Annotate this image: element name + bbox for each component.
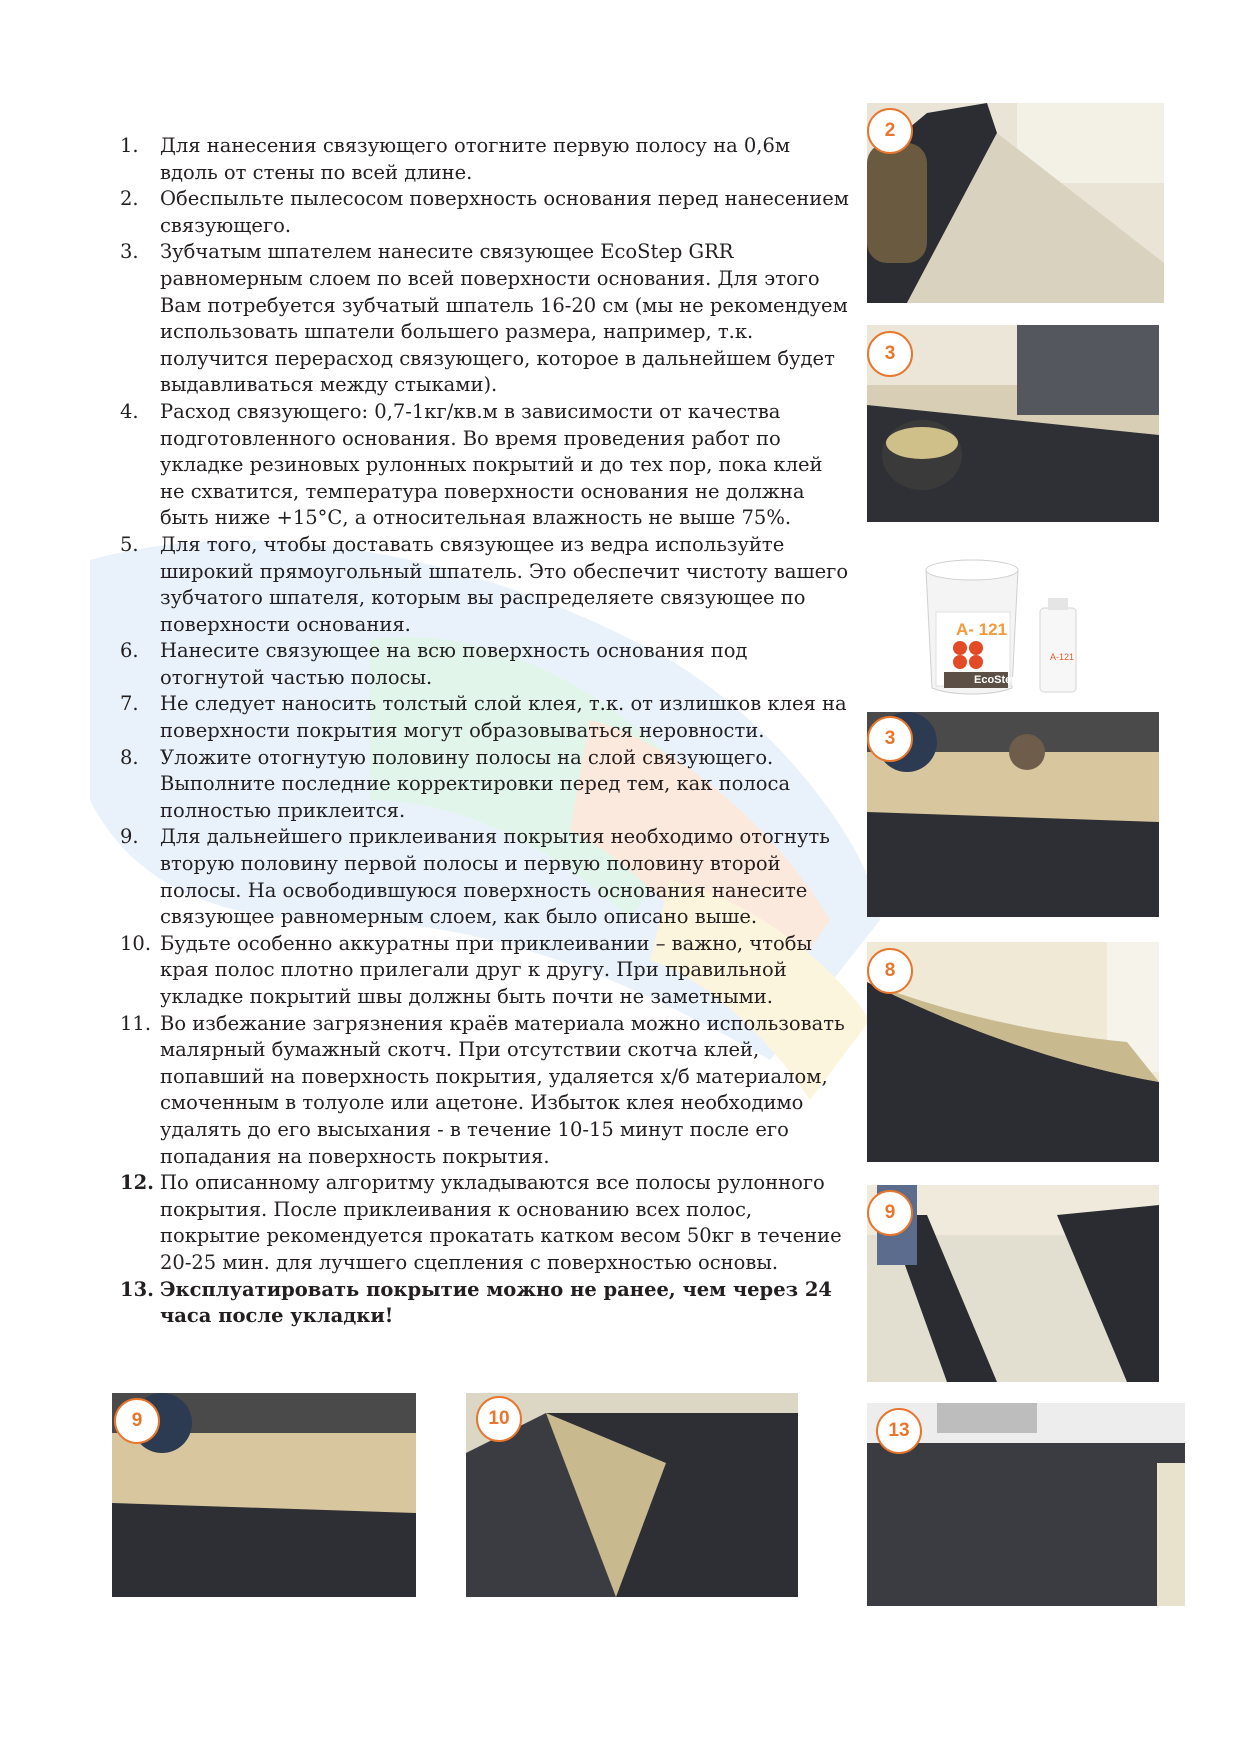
step-number: 2. [120, 187, 139, 211]
instruction-list [120, 133, 850, 1330]
list-item [120, 1170, 850, 1276]
step-badge: 8 [867, 948, 913, 994]
step-badge: 2 [867, 108, 913, 154]
step-number: 3. [120, 240, 139, 264]
step-text: Во избежание загрязнения краёв материала можно использовать малярный бумажный скотч. При отсутствии скотча клей, попавший на поверхность покрытия, удаляется х/б материалом, смоченным в толуоле или ацетоне. Избыток клея необходимо удалять до его высыхания - в течение 10-15 минут после его попадания на поверхность покрытия. [160, 1011, 845, 1168]
step-text: Зубчатым шпателем нанесите связующее EcoStep GRR равномерным слоем по всей поверхности основания. Для этого Вам потребуется зубчатый шпатель 16-20 см (мы не рекомендуем использовать шпатели большего размера, например, т.к. получится перерасход связующего, которое в дальнейшем будет выдавливаться между стыками). [160, 240, 848, 397]
list-item [120, 1011, 850, 1171]
product-label-small: А-121 [1050, 652, 1075, 662]
step-badge: 3 [867, 331, 913, 377]
product-label: А- 121 [956, 620, 1008, 639]
step-number: 1. [120, 134, 139, 157]
step-text: Для дальнейшего приклеивания покрытия необходимо отогнуть вторую половину первой полосы и первую половину второй полосы. На освободившуюся поверхность основания нанесите связующее равномерным слоем, как было описано выше. [160, 825, 830, 929]
step-text: Уложите отогнутую половину полосы на слой связующего. Выполните последние корректировки перед тем, как полоса полностью приклеится. [160, 745, 791, 822]
list-item [120, 532, 850, 638]
list-item [120, 399, 850, 532]
list-item [120, 239, 850, 399]
step-text: Эксплуатировать покрытие можно не ранее, чем через 24 часа после укладки! [160, 1277, 832, 1328]
step-badge: 3 [867, 716, 913, 762]
step-text: Обеспыльте пылесосом поверхность основания перед нанесением связующего. [160, 187, 849, 237]
step-text: По описанному алгоритму укладываются все полосы рулонного покрытия. После приклеивания к основанию всех полос, покрытие рекомендуется прокатать катком весом 50кг в течение 20-25 мин. для лучшего сцепления с поверхностью основы. [160, 1171, 842, 1274]
brand-logo: EcoStep [974, 674, 1019, 686]
list-item [120, 691, 850, 744]
step-number: 12. [120, 1171, 154, 1195]
list-item [120, 931, 850, 1011]
step-badge: 9 [114, 1398, 160, 1444]
product-image [922, 548, 1082, 698]
step-badge: 13 [876, 1408, 922, 1454]
list-item [120, 133, 850, 186]
step-text: Не следует наносить толстый слой клея, т.к. от излишков клея на поверхности покрытия могут образовываться неровности. [160, 692, 847, 743]
step-number: 11. [120, 1011, 152, 1035]
list-item [120, 186, 850, 239]
step-number: 6. [120, 639, 139, 663]
list-item [120, 1277, 850, 1330]
step-number: 5. [120, 532, 139, 556]
step-text: Для нанесения связующего отогните первую полосу на 0,6м вдоль от стены по всей длине. [160, 134, 791, 184]
step-badge: 10 [476, 1396, 522, 1442]
list-item [120, 824, 850, 930]
step-number: 13. [120, 1277, 154, 1301]
step-text: Для того, чтобы доставать связующее из ведра используйте широкий прямоугольный шпатель. Это обеспечит чистоту вашего зубчатого шпателя, которым вы распределяете связующее по поверхности основания. [160, 532, 849, 636]
step-badge: 9 [867, 1190, 913, 1236]
list-item [120, 638, 850, 691]
step-text: Расход связующего: 0,7-1кг/кв.м в зависимости от качества подготовленного основания. Во время проведения работ по укладке резиновых рулонных покрытий и до тех пор, пока клей не схватится, температура поверхности основания не должна быть ниже +15°С, а относительная влажность не выше 75%. [160, 399, 823, 530]
step-number: 8. [120, 745, 139, 769]
step-number: 4. [120, 399, 139, 423]
step-number: 9. [120, 825, 139, 849]
step-number: 10. [120, 931, 152, 955]
step-number: 7. [120, 692, 139, 716]
list-item [120, 745, 850, 825]
step-text: Нанесите связующее на всю поверхность основания под отогнутой частью полосы. [160, 639, 748, 689]
step-text: Будьте особенно аккуратны при приклеивании – важно, чтобы края полос плотно прилегали друг к другу. При правильной укладке покрытий швы должны быть почти не заметными. [160, 931, 813, 1008]
